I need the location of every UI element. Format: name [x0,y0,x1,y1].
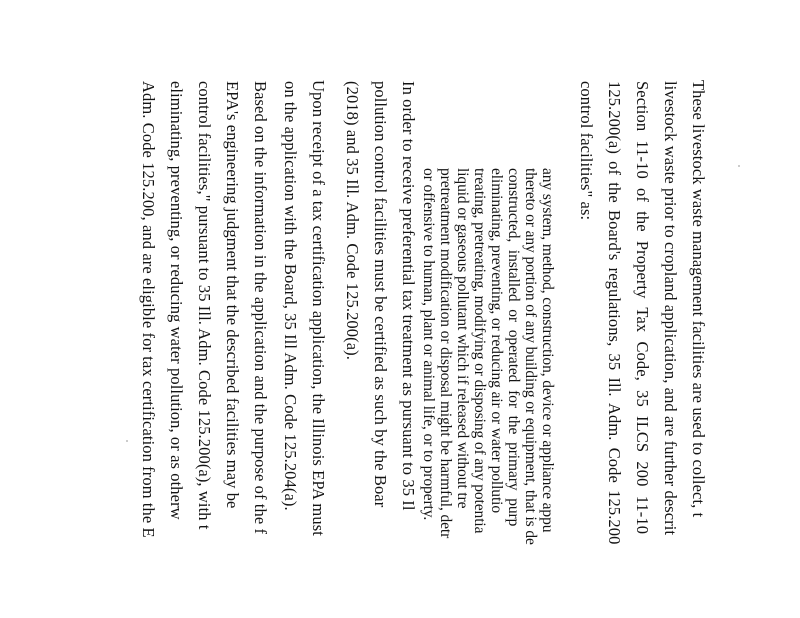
quote-line-5: treating, pretreating, modifying or disposing of any potentia [471,168,488,534]
para4-line-5: Adm. Code 125.200, and are eligible for tax certification from the E [139,81,158,538]
para4-line-4: eliminating, preventing, or reducing water pollution, or as otherw [167,81,186,520]
para1-line-4: 125.200(a) of the Board's regulations, 35 Ill. Adm. Code 125.200 [605,81,624,545]
para1-line-1: These livestock waste management facilities are used to collect, t [689,80,708,518]
para1-line-2: livestock waste prior to cropland application, and are further descrit [661,81,680,536]
para1-line-5: control facilities" as: [577,81,596,221]
para2-line-1: In order to receive preferential tax treatment as pursuant to 35 Il [399,81,418,511]
para3-line-1: Upon receipt of a tax certification application, the Illinois EPA must [309,80,328,536]
quote-line-6: liquid or gaseous pollutant which if released without tre [454,168,471,509]
quote-line-8: or offensive to human, plant or animal life, or to property. [420,168,437,521]
quote-line-2: thereto or any portion of any building or equipment, that is de [522,168,539,545]
para2-line-2: pollution control facilities must be certified as such by the Boar [371,81,390,508]
scan-speck [126,440,128,442]
quote-line-4: eliminating, preventing, or reducing air or water pollutio [488,168,505,514]
quote-line-1: any system, method, construction, device or appliance appu [539,168,556,533]
para1-line-3: Section 11-10 of the Property Tax Code, 35 ILCS 200 11-10 [633,81,652,535]
para4-line-3: control facilities," pursuant to 35 Ill. Adm. Code 125.200(a), with t [195,81,214,530]
para4-line-2: EPA's engineering judgment that the described facilities may be [223,81,242,509]
para2-line-3: (2018) and 35 Ill. Adm. Code 125.200(a). [343,81,362,360]
quote-line-7: pretreatment modification or disposal might be harmful, detr [437,168,454,539]
para4-line-1: Based on the information in the application and the purpose of the f [251,81,270,535]
scan-speck [738,165,740,167]
para3-line-2: on the application with the Board, 35 Ill Adm. Code 125.204(a). [281,81,300,511]
quote-line-3: constructed, installed or operated for the primary purp [505,168,522,527]
